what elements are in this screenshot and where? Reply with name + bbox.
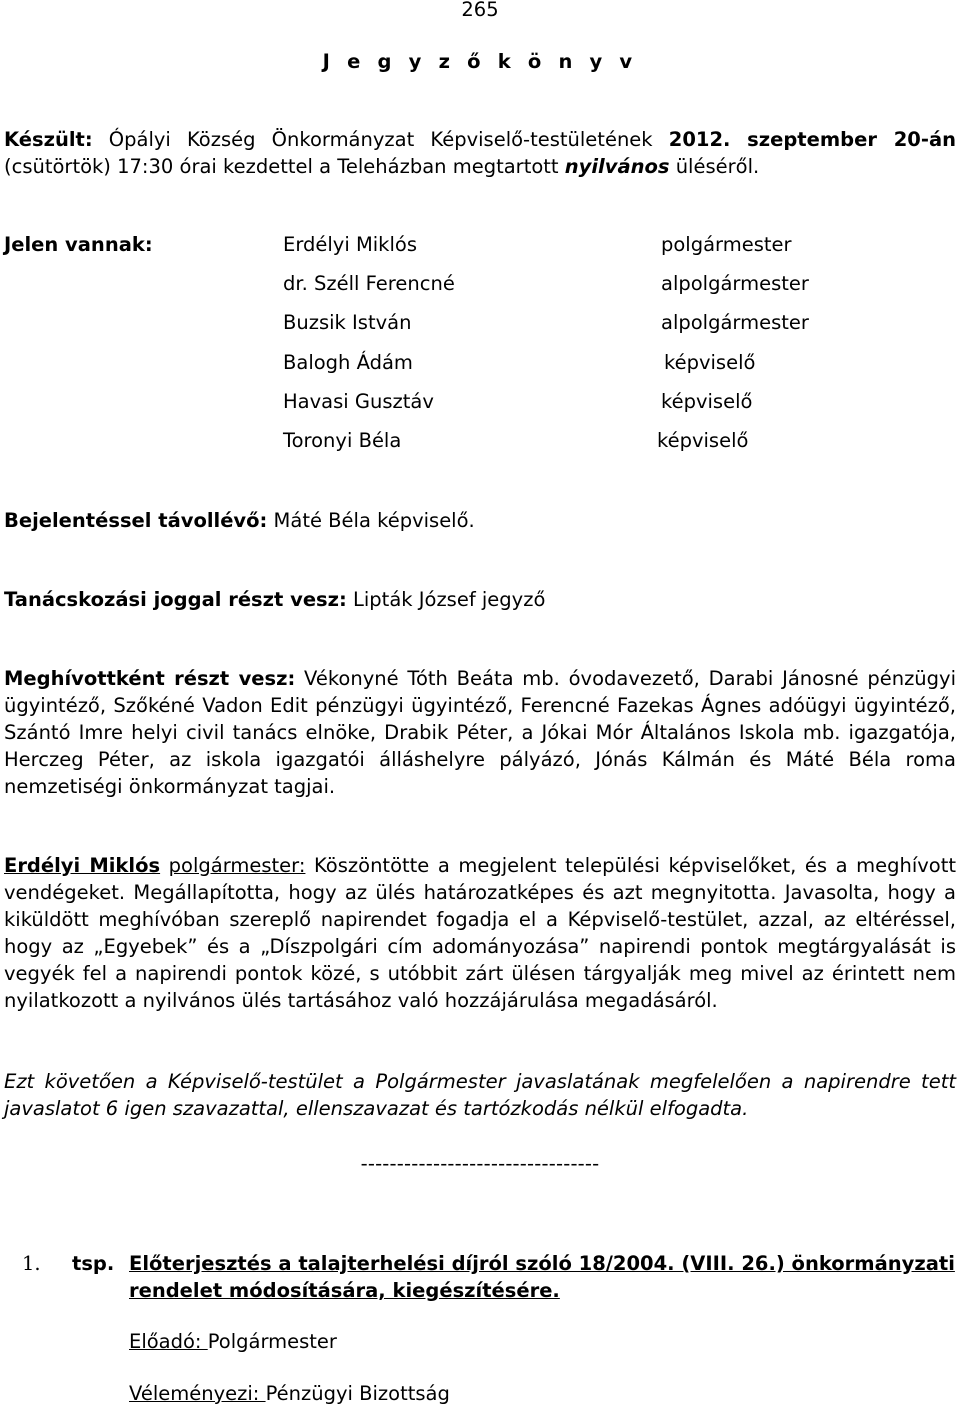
reviewer-line bbox=[129, 1380, 450, 1407]
document-title: J e g y z ő k ö n y v bbox=[322, 50, 638, 73]
separator-line: --------------------------------- bbox=[360, 1152, 600, 1175]
invited-text: Vékonyné Tóth Beáta mb. óvodavezető, Darabi Jánosné pénzügyi ügyintéző, Szőkéné Vadon Edit pénzügyi ügyintéző, Ferencné Fazekas Ágnes adóügyi ügyintéző, Szántó Imre helyi civil tanács elnöke, Drabik Péter, a Jókai Mór Általános Iskola mb. igazgatója, Herczeg Péter, az iskola igazgatói álláshelyre pályázó, Jónás Kálmán és Máté Béla roma nemzetiségi önkormányzat tagjai. bbox=[4, 667, 957, 798]
intro-text-2: (csütörtök) 17:30 órai kezdettel a Teleházban megtartott bbox=[4, 155, 565, 178]
attendee-role: képviselő bbox=[657, 429, 749, 452]
advisory-line bbox=[4, 586, 545, 613]
presenter-line bbox=[129, 1328, 337, 1355]
attendee-name: Buzsik István bbox=[283, 311, 412, 334]
presenter-value: Polgármester bbox=[207, 1330, 337, 1353]
present-label: Jelen vannak: bbox=[4, 233, 153, 256]
advisory-text: Lipták József jegyző bbox=[346, 588, 546, 611]
attendee-name: Erdélyi Miklós bbox=[283, 233, 417, 256]
intro-text-3: üléséről. bbox=[669, 155, 760, 178]
attendee-name: Balogh Ádám bbox=[283, 351, 413, 374]
presenter-label: Előadó: bbox=[129, 1330, 208, 1353]
absent-text: Máté Béla képviselő. bbox=[267, 509, 475, 532]
speaker-name: Erdélyi Miklós bbox=[4, 854, 161, 877]
resolution-paragraph: Ezt követően a Képviselő-testület a Polgármester javaslatának megfelelően a napirendre tett javaslatot 6 igen szavazattal, ellenszavazat és tartózkodás nélkül elfogadta. bbox=[4, 1070, 956, 1120]
attendee-role: alpolgármester bbox=[661, 272, 809, 295]
opening-paragraph bbox=[4, 852, 956, 1014]
advisory-label: Tanácskozási joggal részt vesz: bbox=[4, 588, 347, 611]
attendee-name: Havasi Gusztáv bbox=[283, 390, 434, 413]
reviewer-value: Pénzügyi Bizottság bbox=[265, 1382, 450, 1405]
opening-text: Köszöntötte a megjelent települési képviselőket, és a meghívott vendégeket. Megállapította, hogy az ülés határozatképes és azt megnyitotta. Javasolta, hogy a kiküldött meghívóban szereplő napirendet fogadja el a Képviselő-testület, azzal, az eltéréssel, hogy az „Egyebek” és a „Díszpolgári cím adományozása” napirendi pontok megtárgyalását is vegyék fel a napirendi pontok közé, s utóbbit zárt ülésen tárgyalják meg mivel az érintett nem nyilatkozott a nyilvános ülés tartásához való hozzájárulása megadásáról. bbox=[4, 854, 956, 1012]
reviewer-label: Véleményezi: bbox=[129, 1382, 266, 1405]
attendee-role: polgármester bbox=[661, 233, 792, 256]
invited-label: Meghívottként részt vesz: bbox=[4, 667, 296, 690]
meeting-type: nyilvános bbox=[564, 155, 670, 178]
attendee-role: képviselő bbox=[664, 351, 756, 374]
agenda-number: 1. bbox=[22, 1252, 41, 1275]
agenda-tsp: tsp. bbox=[72, 1252, 115, 1275]
speaker-role: polgármester: bbox=[168, 854, 306, 877]
page-number: 265 bbox=[461, 0, 499, 21]
attendee-role: képviselő bbox=[661, 390, 753, 413]
agenda-title: Előterjesztés a talajterhelési díjról szóló 18/2004. (VIII. 26.) önkormányzati rendelet módosítására, kiegészítésére. bbox=[129, 1252, 955, 1302]
intro-paragraph bbox=[4, 126, 956, 180]
intro-text-1: Ópályi Község Önkormányzat Képviselő-testületének bbox=[92, 128, 669, 151]
attendee-name: Toronyi Béla bbox=[283, 429, 402, 452]
attendee-role: alpolgármester bbox=[661, 311, 809, 334]
attendee-name: dr. Széll Ferencné bbox=[283, 272, 455, 295]
meeting-date: 2012. szeptember 20-án bbox=[668, 128, 956, 151]
intro-label: Készült: bbox=[4, 128, 93, 151]
invited-paragraph bbox=[4, 665, 956, 800]
absent-line bbox=[4, 507, 475, 534]
absent-label: Bejelentéssel távollévő: bbox=[4, 509, 268, 532]
